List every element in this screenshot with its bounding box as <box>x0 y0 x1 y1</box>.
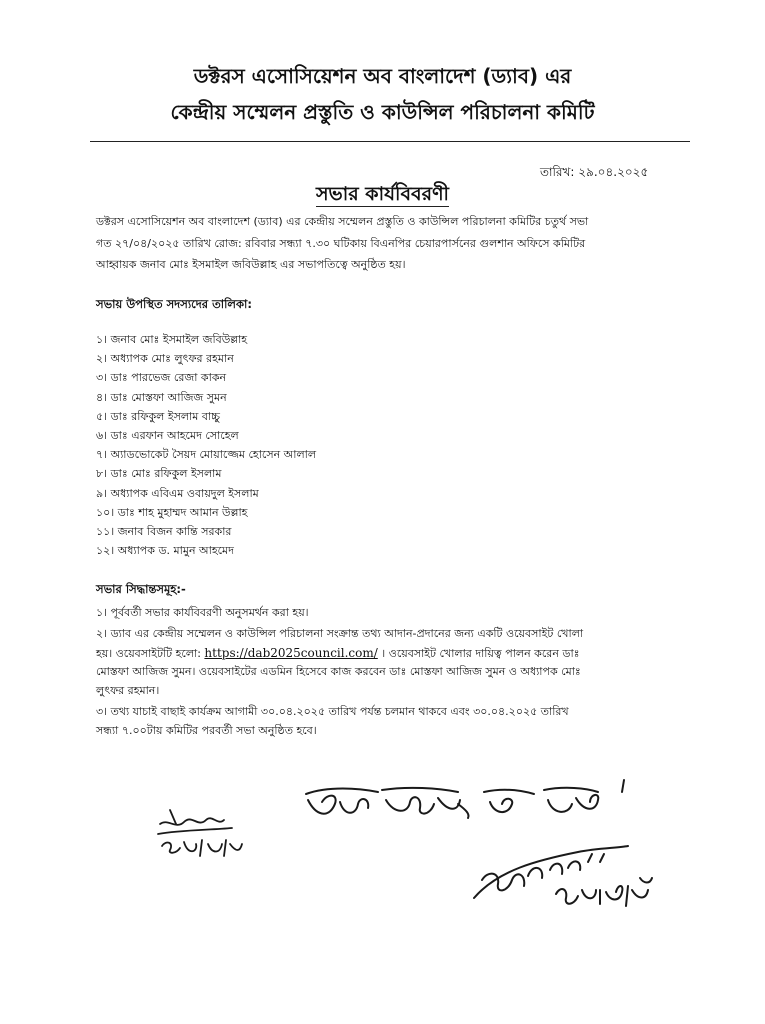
decision-2-line-2-post: । ওয়েবসাইট খোলার দায়িত্ব পালন করেন ডাঃ <box>377 646 580 660</box>
handwritten-endorsement-drawing <box>298 772 643 832</box>
website-link[interactable]: https://dab2025council.com/ <box>204 645 378 660</box>
header-divider <box>90 141 690 142</box>
letterhead <box>0 60 765 128</box>
member-item: ১১। জনাব বিজন কান্তি সরকার <box>96 524 232 538</box>
decision-1-line: ১। পূর্ববর্তী সভার কার্যবিবরণী অনুসমর্থন করা হয়। <box>96 606 309 619</box>
letterhead-line-1: ডক্টরস এসোসিয়েশন অব বাংলাদেশ (ড্যাব) এর <box>193 64 572 88</box>
intro-line-3: আহ্বায়ক জনাব মোঃ ইসমাইল জবিউল্লাহ এর সভাপতিত্বে অনুষ্ঠিত হয়। <box>96 258 406 271</box>
decision-item-3 <box>96 703 696 741</box>
signature-left <box>140 800 250 870</box>
member-item: ৪। ডাঃ মোস্তফা আজিজ সুমন <box>96 390 227 404</box>
member-item: ১২। অধ্যাপক ড. মামুন আহমেদ <box>96 544 234 558</box>
member-item: ২। অধ্যাপক মোঃ লুৎফর রহমান <box>96 352 234 366</box>
member-item: ৫। ডাঃ রফিকুল ইসলাম বাচ্চু <box>96 409 220 423</box>
document-date: তারিখ: ২৯.০৪.২০২৫ <box>540 165 649 179</box>
members-heading: সভায় উপস্থিত সদস্যদের তালিকা: <box>96 297 252 311</box>
signature-left-drawing <box>140 800 250 870</box>
member-item: ৭। অ্যাডভোকেট সৈয়দ মোয়াজ্জেম হোসেন আলাল <box>96 448 317 462</box>
member-item: ১। জনাব মোঃ ইসমাইল জবিউল্লাহ <box>96 333 248 346</box>
member-item: ৯। অধ্যাপক এবিএম ওবায়দুল ইসলাম <box>96 486 259 500</box>
decision-2-line-2 <box>96 644 696 664</box>
document-title-text: সভার কার্যবিবরণী <box>316 183 449 205</box>
signature-right <box>468 840 668 920</box>
decision-item-1 <box>96 604 696 623</box>
decision-2-line-2-pre: হয়। ওয়েবসাইটটি হলো: <box>96 646 205 660</box>
member-item: ৩। ডাঃ পারভেজ রেজা কাকন <box>96 371 227 385</box>
member-item: ৬। ডাঃ এরফান আহমেদ সোহেল <box>96 428 239 442</box>
intro-line-2: গত ২৭/০৪/২০২৫ তারিখ রোজ: রবিবার সন্ধ্যা ৭.৩০ ঘটিকায় বিএনপির চেয়ারপার্সনের গুলশান অফিসে কমিটির <box>96 236 586 250</box>
decisions-list <box>96 604 696 741</box>
signature-right-drawing <box>468 840 668 920</box>
decision-3-line-2: সন্ধ্যা ৭.০০টায় কমিটির পরবর্তী সভা অনুষ্ঠিত হবে। <box>96 723 317 737</box>
decision-3-line-1: ৩। তথ্য যাচাই বাছাই কার্যক্রম আগামী ৩০.০৪.২০২৫ তারিখ পর্যন্ত চলমান থাকবে এবং ৩০.০৪.২০২৫ তারিখ <box>96 704 569 718</box>
decision-2-line-4: লুৎফর রহমান। <box>96 684 160 698</box>
intro-paragraph <box>96 211 686 276</box>
member-item: ৮। ডাঃ মোঃ রফিকুল ইসলাম <box>96 467 222 481</box>
intro-line-1: ডক্টরস এসোসিয়েশন অব বাংলাদেশ (ড্যাব) এর কেন্দ্রীয় সম্মেলন প্রস্তুতি ও কাউন্সিল পরিচালনা কমিটির চতুর্থ সভা <box>96 215 589 228</box>
member-item: ১০। ডাঃ শাহ মুহাম্মদ আমান উল্লাহ <box>96 505 248 519</box>
members-list <box>96 330 316 560</box>
document-title <box>0 180 765 212</box>
decision-2-line-1: ২। ড্যাব এর কেন্দ্রীয় সম্মেলন ও কাউন্সিল পরিচালনা সংক্রান্ত তথ্য আদান-প্রদানের জন্য একটি ওয়েবসাইট খোলা <box>96 626 584 640</box>
decision-2-line-3: মোস্তফা আজিজ সুমন। ওয়েবসাইটের এডমিন হিসেবে কাজ করবেন ডাঃ মোস্তফা আজিজ সুমন ও অধ্যাপক মোঃ <box>96 665 581 679</box>
decisions-heading: সভার সিদ্ধান্তসমূহ:- <box>96 582 186 596</box>
decision-item-2 <box>96 625 696 701</box>
handwritten-endorsement <box>298 772 643 832</box>
letterhead-line-2: কেন্দ্রীয় সম্মেলন প্রস্তুতি ও কাউন্সিল পরিচালনা কমিটি <box>170 100 595 124</box>
